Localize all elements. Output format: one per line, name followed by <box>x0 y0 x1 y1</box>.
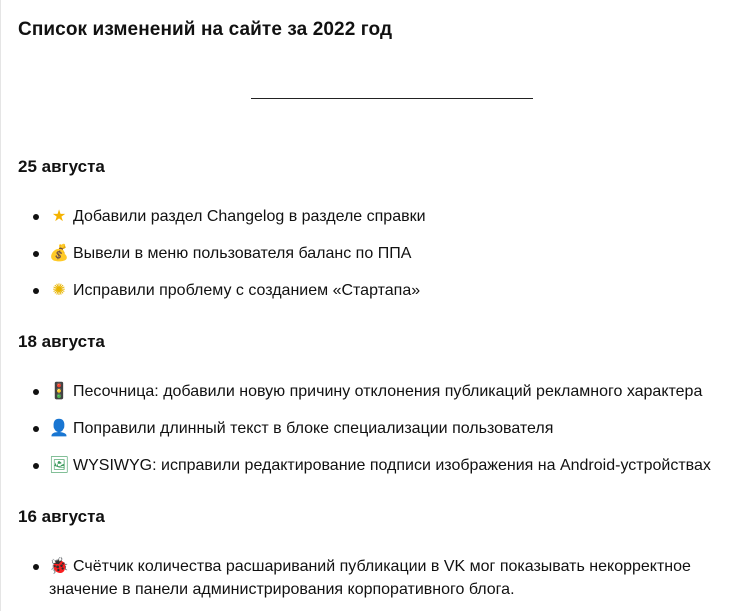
user-silhouette-icon: 👤 <box>49 418 69 437</box>
bug-icon: 🐞 <box>49 556 69 575</box>
item-text: Вывели в меню пользователя баланс по ППА <box>73 245 412 262</box>
money-bag-icon: 💰 <box>49 243 69 262</box>
item-text: Исправили проблему с созданием «Стартапа» <box>73 282 421 299</box>
list-item <box>29 554 735 601</box>
changes-list <box>29 554 735 614</box>
traffic-light-icon: 🚦 <box>49 381 69 400</box>
section-date: 25 августа <box>18 157 105 176</box>
section-date: 18 августа <box>18 332 105 351</box>
list-item <box>29 241 735 265</box>
item-text: Добавили раздел Changelog в разделе справки <box>73 208 426 225</box>
item-text: Песочница: добавили новую причину отклонения публикаций рекламного характера <box>73 383 703 400</box>
framed-picture-icon: 🖼 <box>49 455 70 474</box>
list-item <box>29 278 735 302</box>
list-item <box>29 379 735 403</box>
item-text: WYSIWYG: исправили редактирование подписи изображения на Android-устройствах <box>73 457 711 474</box>
star-icon: ★ <box>51 206 67 225</box>
divider-line <box>251 98 533 99</box>
item-text: Счётчик количества расшариваний публикации в VK мог показывать некорректное значение в панели администрирования корпоративного блога. <box>49 558 691 598</box>
list-item <box>29 204 735 228</box>
list-item <box>29 453 735 477</box>
list-item <box>29 416 735 440</box>
item-text: Поправили длинный текст в блоке специализации пользователя <box>73 420 554 437</box>
dizzy-icon: ✺ <box>52 280 66 299</box>
changes-list <box>29 204 735 315</box>
changes-list <box>29 379 735 490</box>
section-date: 16 августа <box>18 507 105 526</box>
page-title: Список изменений на сайте за 2022 год <box>18 19 393 40</box>
